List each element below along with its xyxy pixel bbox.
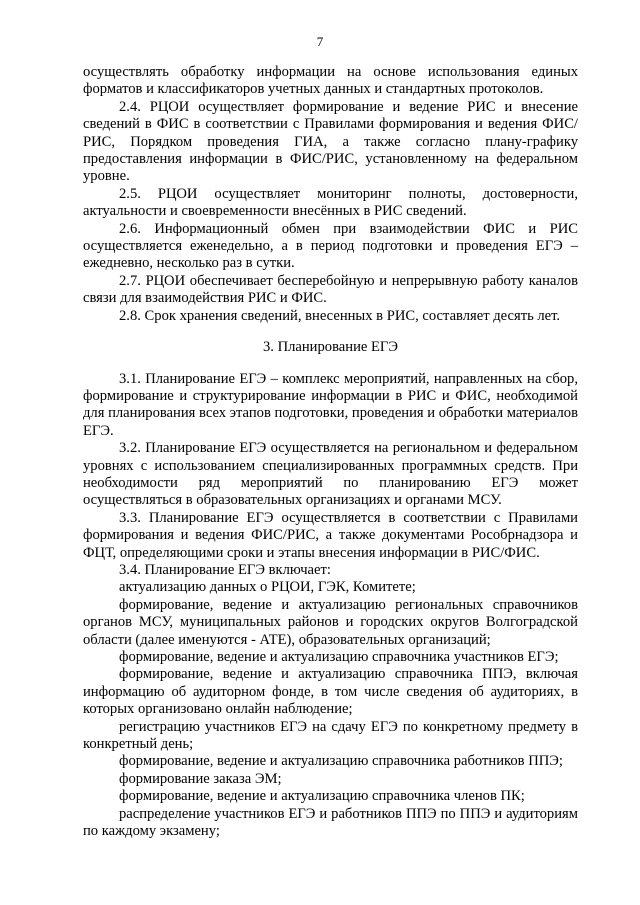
document-body <box>83 64 578 840</box>
paragraph: 3.2. Планирование ЕГЭ осуществляется на региональном и федеральном уровнях с использованием специализированных программных средств. При необходимости ряд мероприятий по планированию ЕГЭ может осуществляться в образовательных организациях и органами МСУ. <box>83 440 578 509</box>
list-item: формирование, ведение и актуализацию справочника работников ППЭ; <box>119 753 563 770</box>
list-item: формирование, ведение и актуализацию справочника участников ЕГЭ; <box>119 649 559 665</box>
list-item: регистрацию участников ЕГЭ на сдачу ЕГЭ по конкретному предмету в конкретный день; <box>83 718 578 753</box>
paragraph: 3.3. Планирование ЕГЭ осуществляется в соответствии с Правилами формирования и ведения ФИС/РИС, а также документами Рособрнадзора и ФЦТ, определяющими сроки и этапы внесения информации в РИС/ФИС. <box>83 509 578 561</box>
page-number: 7 <box>316 34 324 49</box>
section-heading: 3. Планирование ЕГЭ <box>262 339 398 356</box>
paragraph: 3.1. Планирование ЕГЭ – комплекс мероприятий, направленных на сбор, формирование и структурирование информации в РИС и ФИС, необходимой для планирования всех этапов подготовки, проведения и обработки материалов ЕГЭ. <box>83 370 578 439</box>
list-item: формирование, ведение и актуализацию справочника членов ПК; <box>119 788 525 805</box>
list-item: формирование, ведение и актуализацию региональных справочников органов МСУ, муниципальных районов и городских округов Волгоградской области (далее именуются - АТЕ), образовательных организаций; <box>83 596 578 648</box>
list-item: формирование, ведение и актуализацию справочника ППЭ, включая информацию об аудиторном фонде, в том числе сведения об аудиториях, в которых организовано онлайн наблюдение; <box>83 666 578 718</box>
paragraph: 2.6. Информационный обмен при взаимодействии ФИС и РИС осуществляется еженедельно, а в период подготовки и проведения ЕГЭ – ежедневно, несколько раз в сутки. <box>83 220 578 272</box>
paragraph: осуществлять обработку информации на основе использования единых форматов и классификаторов учетных данных и стандартных протоколов. <box>83 64 578 98</box>
paragraph: 2.7. РЦОИ обеспечивает бесперебойную и непрерывную работу каналов связи для взаимодействия РИС и ФИС. <box>83 272 578 307</box>
paragraph: 2.4. РЦОИ осуществляет формирование и ведение РИС и внесение сведений в ФИС в соответствии с Правилами формирования и ведения ФИС/РИС, Порядком проведения ГИА, а также согласно плану-графику предоставления информации в ФИС/РИС, установленному на федеральном уровне. <box>83 98 578 185</box>
paragraph: 2.5. РЦОИ осуществляет мониторинг полноты, достоверности, актуальности и своевременности внесённых в РИС сведений. <box>83 185 578 220</box>
list-item: актуализацию данных о РЦОИ, ГЭК, Комитете; <box>119 579 416 596</box>
list-item: распределение участников ЕГЭ и работников ППЭ по ППЭ и аудиториям по каждому экзамену; <box>83 805 578 840</box>
paragraph: 3.4. Планирование ЕГЭ включает: <box>119 561 331 578</box>
list-item: формирование заказа ЭМ; <box>119 770 282 787</box>
paragraph: 2.8. Срок хранения сведений, внесенных в РИС, составляет десять лет. <box>119 307 561 324</box>
